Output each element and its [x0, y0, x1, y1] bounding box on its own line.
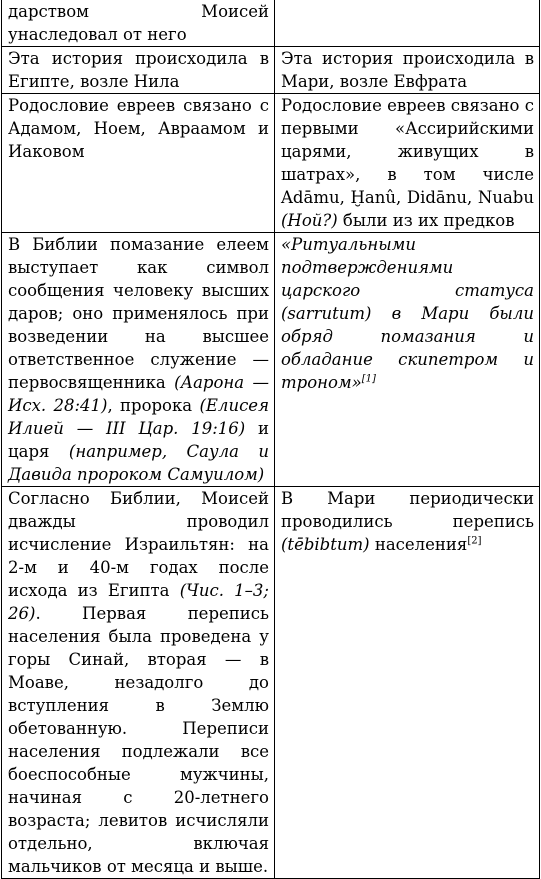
cell-text-italic: (например, Саула и Давида пророком Самуилом)	[8, 442, 270, 484]
table-cell	[275, 47, 540, 94]
cell-text-italic: (Аарона — Исх. 28:41)	[8, 373, 270, 415]
cell-text: Эта история происходила в Египте, возле Нила	[8, 49, 269, 91]
cell-text: , пророка	[107, 396, 193, 415]
cell-text: дарством Моисей унаследовал от него	[8, 2, 269, 44]
cell-text-italic: «Ритуальными подтверждениями царского статуса (sarrutum) в Мари были обряд помазания и обладание скипетром и троном»	[281, 235, 534, 392]
table-cell	[275, 233, 540, 487]
cell-text: были из их предков	[342, 211, 515, 230]
cell-text: Родословие евреев связано с Адамом, Ноем, Авраамом и Иаковом	[8, 96, 269, 161]
table-cell	[2, 0, 275, 47]
cell-text: Согласно Библии, Моисей дважды проводил исчисление Израильтян: на 2-м и 40-м годах после исхода из Египта	[8, 489, 269, 600]
comparison-table	[1, 0, 540, 879]
table-cell	[2, 487, 275, 879]
table-cell	[2, 233, 275, 487]
cell-text: . Первая перепись населения была проведена у горы Синай, вторая — в Моаве, незадолго до вступления в Землю обетованную. Переписи населения подлежали все боеспособные мужчины, начиная с 20-летнего возраста; левитов исчисляли отдельно, включая мальчиков от месяца и выше.	[8, 604, 269, 876]
cell-text-italic: (tēbibtum)	[281, 535, 370, 554]
cell-text: и царя	[8, 419, 270, 461]
footnote-ref[interactable]: [2]	[467, 535, 482, 547]
cell-text: Эта история происходила в Мари, возле Евфрата	[281, 49, 534, 91]
table-cell	[275, 487, 540, 879]
table-cell	[2, 47, 275, 94]
table-row	[2, 487, 540, 879]
table-row	[2, 233, 540, 487]
table-cell	[275, 94, 540, 233]
cell-text: населения	[374, 535, 468, 554]
cell-text: Родословие евреев связано с первыми «Ассирийскими царями, живущих в шатрах», в том числе Adāmu, Ḫanû, Didānu, Nuabu	[281, 96, 534, 207]
table-cell	[275, 0, 540, 47]
cell-text: В Библии помазание елеем выступает как символ сообщения человеку высших даров; оно применялось при возведении на высшее ответственное служение — первосвященника	[8, 235, 269, 392]
cell-text-italic: (Чис. 1–3; 26)	[8, 581, 269, 623]
footnote-ref[interactable]: [1]	[361, 373, 376, 385]
table-cell	[2, 94, 275, 233]
table-row	[2, 94, 540, 233]
table-row	[2, 47, 540, 94]
cell-text-italic: (Ной?)	[281, 211, 338, 230]
cell-text: В Мари периодически проводились перепись	[281, 489, 534, 531]
cell-text-italic: (Елисея Илией — III Цар. 19:16)	[8, 396, 269, 438]
table-row	[2, 0, 540, 47]
